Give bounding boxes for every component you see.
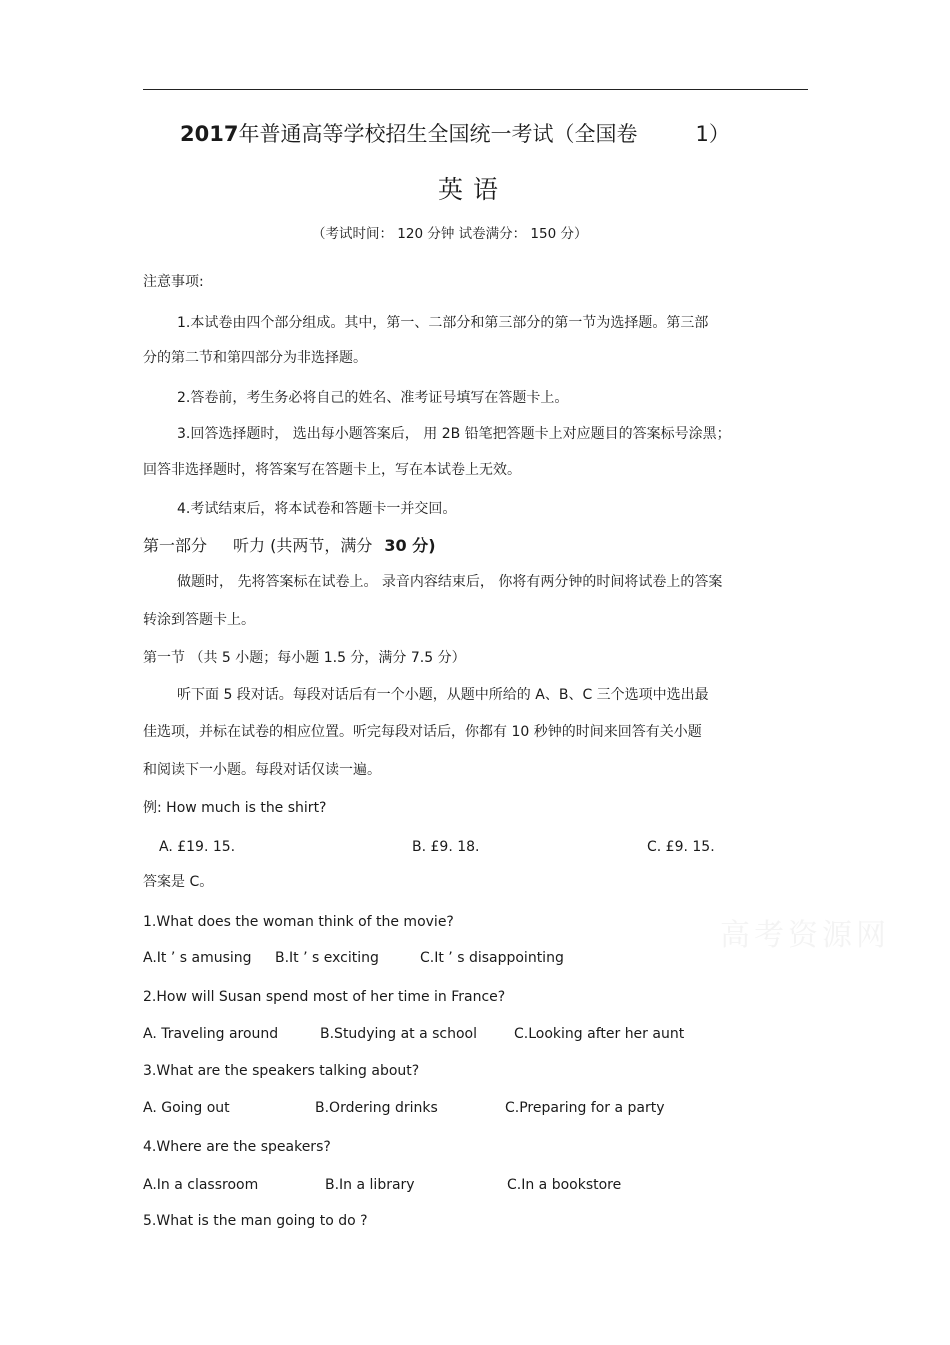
question-4-option-b: B.In a library: [325, 1177, 415, 1193]
question-1: 1.What does the woman think of the movie?: [143, 914, 454, 930]
subject-title: 英语: [438, 175, 509, 204]
question-4: 4.Where are the speakers?: [143, 1139, 331, 1155]
part-1-name: 听力 (: [233, 536, 277, 555]
title-year: 2017: [180, 122, 239, 146]
note-1-line-2: 分的第二节和第四部分为非选择题。: [143, 350, 367, 366]
note-3-line-2: 回答非选择题时，将答案写在答题卡上，写在本试卷上无效。: [143, 462, 521, 478]
question-3-option-c: C.Preparing for a party: [505, 1100, 665, 1116]
question-4-option-c: C.In a bookstore: [507, 1177, 622, 1193]
question-2-option-c: C.Looking after her aunt: [514, 1026, 685, 1042]
part-1-intro-line-1: 做题时， 先将答案标在试卷上。 录音内容结束后， 你将有两分钟的时间将试卷上的答案: [177, 574, 723, 590]
question-5: 5.What is the man going to do ?: [143, 1213, 368, 1229]
part-1-heading: [143, 536, 436, 556]
question-2-option-a: A. Traveling around: [143, 1026, 279, 1042]
question-3: 3.What are the speakers talking about?: [143, 1063, 420, 1079]
title-num: 1）: [695, 122, 730, 146]
instructions-line-2: 佳选项，并标在试卷的相应位置。听完每段对话后，你都有 10 秒钟的时间来回答有关小题: [143, 724, 702, 740]
exam-info: （考试时间： 120 分钟 试卷满分： 150 分）: [312, 226, 588, 242]
part-1-label: 第一部分: [143, 536, 208, 555]
example-option-b: B. £9. 18.: [412, 839, 480, 855]
question-2: 2.How will Susan spend most of her time in France?: [143, 989, 506, 1005]
exam-title: [180, 121, 730, 147]
question-1-option-c: C.It ’ s disappointing: [420, 950, 564, 966]
question-3-option-a: A. Going out: [143, 1100, 230, 1116]
title-main: 年普通高等学校招生全国统一考试（全国卷: [238, 122, 638, 146]
example-option-a: A. £19. 15.: [159, 839, 236, 855]
example-option-c: C. £9. 15.: [647, 839, 715, 855]
notes-heading: 注意事项:: [143, 274, 204, 290]
note-4: 4.考试结束后，将本试卷和答题卡一并交回。: [177, 501, 457, 517]
note-2: 2.答卷前，考生务必将自己的姓名、准考证号填写在答题卡上。: [177, 390, 569, 406]
question-1-option-b: B.It ’ s exciting: [275, 950, 379, 966]
part-1-score: 30 分): [384, 536, 436, 555]
header-rule: [143, 89, 808, 90]
note-1-line-1: 1.本试卷由四个部分组成。其中，第一、二部分和第三部分的第一节为选择题。第三部: [177, 315, 709, 331]
question-4-option-a: A.In a classroom: [143, 1177, 259, 1193]
instructions-line-1: 听下面 5 段对话。每段对话后有一个小题，从题中所给的 A、B、C 三个选项中选出最: [177, 687, 709, 703]
question-2-option-b: B.Studying at a school: [320, 1026, 478, 1042]
part-1-detail: 共两节，满分: [276, 536, 373, 555]
instructions-line-3: 和阅读下一小题。每段对话仅读一遍。: [143, 762, 381, 778]
section-1-heading: 第一节 （共 5 小题；每小题 1.5 分，满分 7.5 分）: [143, 650, 466, 666]
example-answer: 答案是 C。: [143, 874, 214, 890]
part-1-intro-line-2: 转涂到答题卡上。: [143, 612, 255, 628]
question-1-option-a: A.It ’ s amusing: [143, 950, 252, 966]
question-3-option-b: B.Ordering drinks: [315, 1100, 438, 1116]
note-3-line-1: 3.回答选择题时， 选出每小题答案后， 用 2B 铅笔把答题卡上对应题目的答案标号涂黑；: [177, 426, 731, 442]
example-question: 例: How much is the shirt?: [143, 800, 327, 816]
watermark: 高考资源网: [720, 918, 890, 953]
